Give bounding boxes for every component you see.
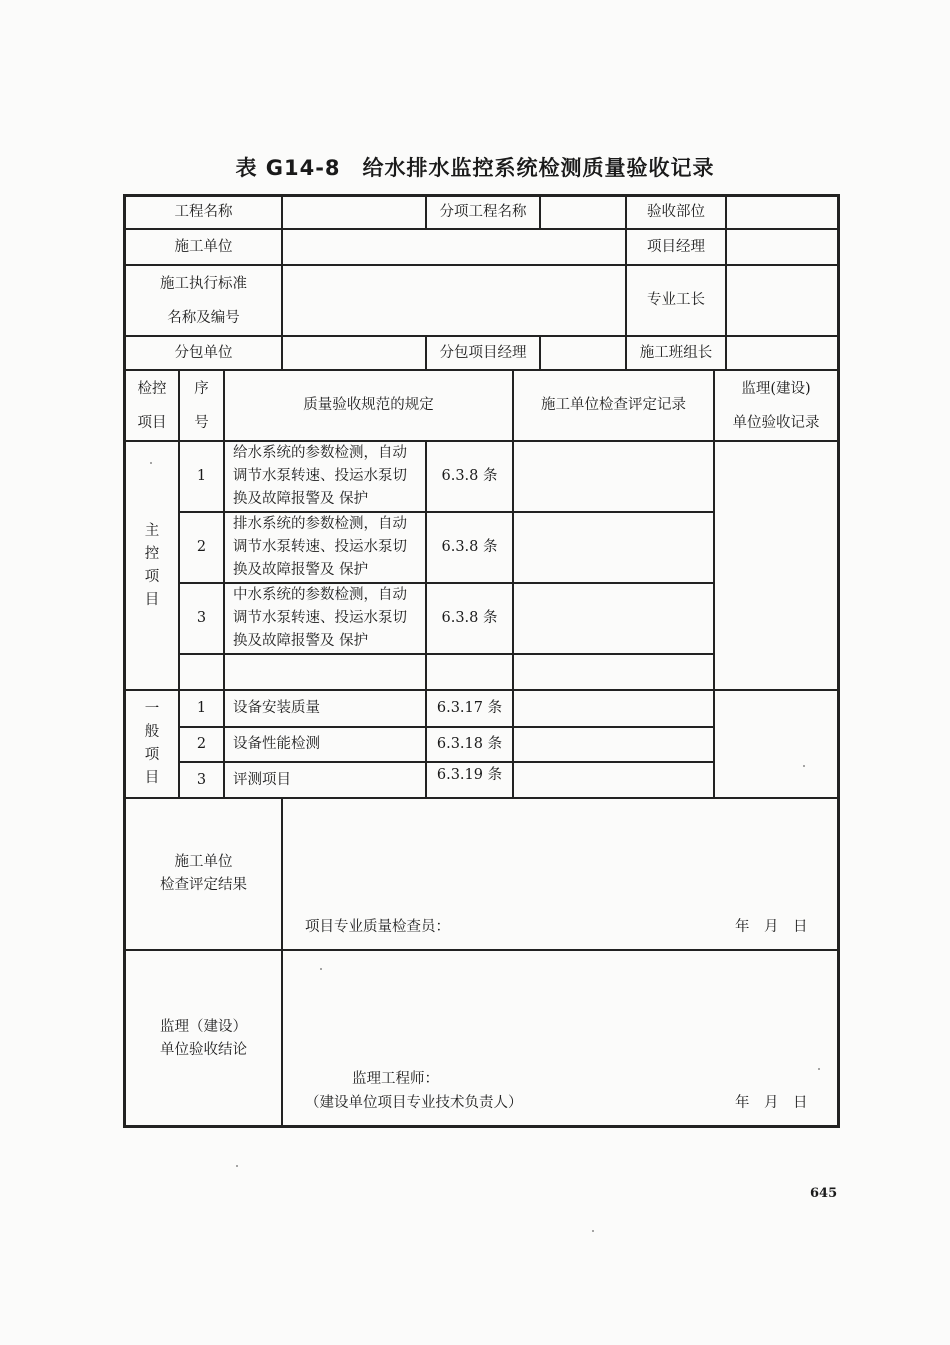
text-line: 调节水泵转速、投运水泵切 <box>233 539 407 555</box>
text-line: 调节水泵转速、投运水泵切 <box>233 610 407 626</box>
quality-inspector-label: 项目专业质量检查员： <box>305 918 450 935</box>
text-line: 调节水泵转速、投运水泵切 <box>233 468 407 484</box>
contractor-record-header: 施工单位检查评定记录 <box>541 397 686 413</box>
scan-speck <box>818 1068 820 1070</box>
standard-label-line1: 施工执行标准 <box>160 275 247 292</box>
main-row-3-clause: 6.3.8 条 <box>441 610 498 626</box>
scan-speck <box>236 1165 238 1167</box>
scan-speck <box>150 462 152 464</box>
seq-header-line2: 号 <box>194 414 209 431</box>
construction-unit-label: 施工单位 <box>174 238 233 255</box>
supervisor-conclusion-label-line2: 单位验收结论 <box>160 1041 247 1058</box>
scan-speck <box>320 968 322 970</box>
general-items-char: 一 <box>144 701 160 717</box>
general-row-1-seq: 1 <box>196 700 207 716</box>
supervisor-record-header <box>715 371 837 440</box>
seq-header <box>180 371 223 440</box>
project-name-label: 工程名称 <box>174 203 233 220</box>
contractor-date: 年 月 日 <box>735 918 808 935</box>
acceptance-part-label: 验收部位 <box>647 203 705 220</box>
check-item-header-line2: 项目 <box>137 414 167 431</box>
general-row-3-seq: 3 <box>196 771 207 788</box>
check-item-header-line1: 检控 <box>137 380 167 397</box>
main-row-1-text <box>233 442 425 511</box>
general-row-3-text: 评测项目 <box>233 771 291 788</box>
text-line: 换及故障报警及 保护 <box>233 491 369 507</box>
supervisor-conclusion-label-line1: 监理（建设） <box>160 1018 247 1035</box>
col-divider <box>539 194 541 230</box>
main-row-2-seq: 2 <box>196 539 207 555</box>
main-items-char: 项 <box>144 568 160 585</box>
page-title: 表 G14-8 给水排水监控系统检测质量验收记录 <box>235 156 715 180</box>
supervisor-header-line2: 单位验收记录 <box>732 414 820 431</box>
spec-header: 质量验收规范的规定 <box>303 397 434 413</box>
standard-label-line2: 名称及编号 <box>167 309 240 326</box>
scan-speck <box>803 765 805 767</box>
row-divider <box>178 653 714 655</box>
supervisor-conclusion-label <box>126 951 281 1126</box>
contractor-result-label-line2: 检查评定结果 <box>160 877 247 893</box>
general-row-2-seq: 2 <box>196 736 207 752</box>
scan-speck <box>592 1230 594 1232</box>
general-items-label <box>126 691 178 797</box>
main-items-char: 主 <box>144 522 160 539</box>
general-row-2-text: 设备性能检测 <box>233 736 320 752</box>
page-number: 645 <box>810 1186 838 1201</box>
seq-header-line1: 序 <box>194 380 209 397</box>
main-row-1-clause: 6.3.8 条 <box>441 468 498 484</box>
main-row-2-text <box>233 513 425 582</box>
contractor-result-label-line1: 施工单位 <box>174 854 233 870</box>
main-row-3-seq: 3 <box>196 610 207 626</box>
main-items-char: 控 <box>144 545 160 562</box>
check-item-header <box>126 371 178 440</box>
general-items-char: 目 <box>144 770 160 786</box>
general-row-1-clause: 6.3.17 条 <box>436 700 503 716</box>
general-row-1-text: 设备安装质量 <box>233 700 320 716</box>
main-items-char: 目 <box>144 591 160 608</box>
contractor-result-label <box>126 799 281 949</box>
supervising-engineer-label: 监理工程师： <box>352 1070 439 1087</box>
col-divider <box>281 194 283 369</box>
general-items-char: 般 <box>144 724 160 740</box>
subcontract-pm-label: 分包项目经理 <box>439 344 527 361</box>
project-manager-label: 项目经理 <box>647 238 705 255</box>
sub-project-name-label: 分项工程名称 <box>439 203 527 220</box>
general-row-2-clause: 6.3.18 条 <box>436 736 503 752</box>
main-items-label <box>126 442 178 689</box>
text-line: 给水系统的参数检测，自动 <box>233 445 407 461</box>
main-row-1-seq: 1 <box>196 468 207 484</box>
text-line: 换及故障报警及 保护 <box>233 562 369 578</box>
team-leader-label: 施工班组长 <box>639 344 713 361</box>
col-divider <box>725 194 727 369</box>
col-divider <box>539 335 541 371</box>
supervisor-header-line1: 监理(建设) <box>741 380 811 397</box>
text-line: 中水系统的参数检测，自动 <box>233 587 407 603</box>
standard-label <box>126 266 281 335</box>
general-items-char: 项 <box>144 747 160 763</box>
text-line: 排水系统的参数检测，自动 <box>233 516 407 532</box>
supervisor-date: 年 月 日 <box>735 1094 808 1111</box>
general-row-3-clause: 6.3.19 条 <box>436 766 503 783</box>
main-row-3-text <box>233 584 425 653</box>
subcontract-unit-label: 分包单位 <box>174 344 233 361</box>
text-line: 换及故障报警及 保护 <box>233 633 369 649</box>
owner-representative-label: （建设单位项目专业技术负责人） <box>305 1094 523 1111</box>
col-divider <box>281 797 283 1128</box>
foreman-label: 专业工长 <box>647 292 705 308</box>
main-row-2-clause: 6.3.8 条 <box>441 539 498 555</box>
